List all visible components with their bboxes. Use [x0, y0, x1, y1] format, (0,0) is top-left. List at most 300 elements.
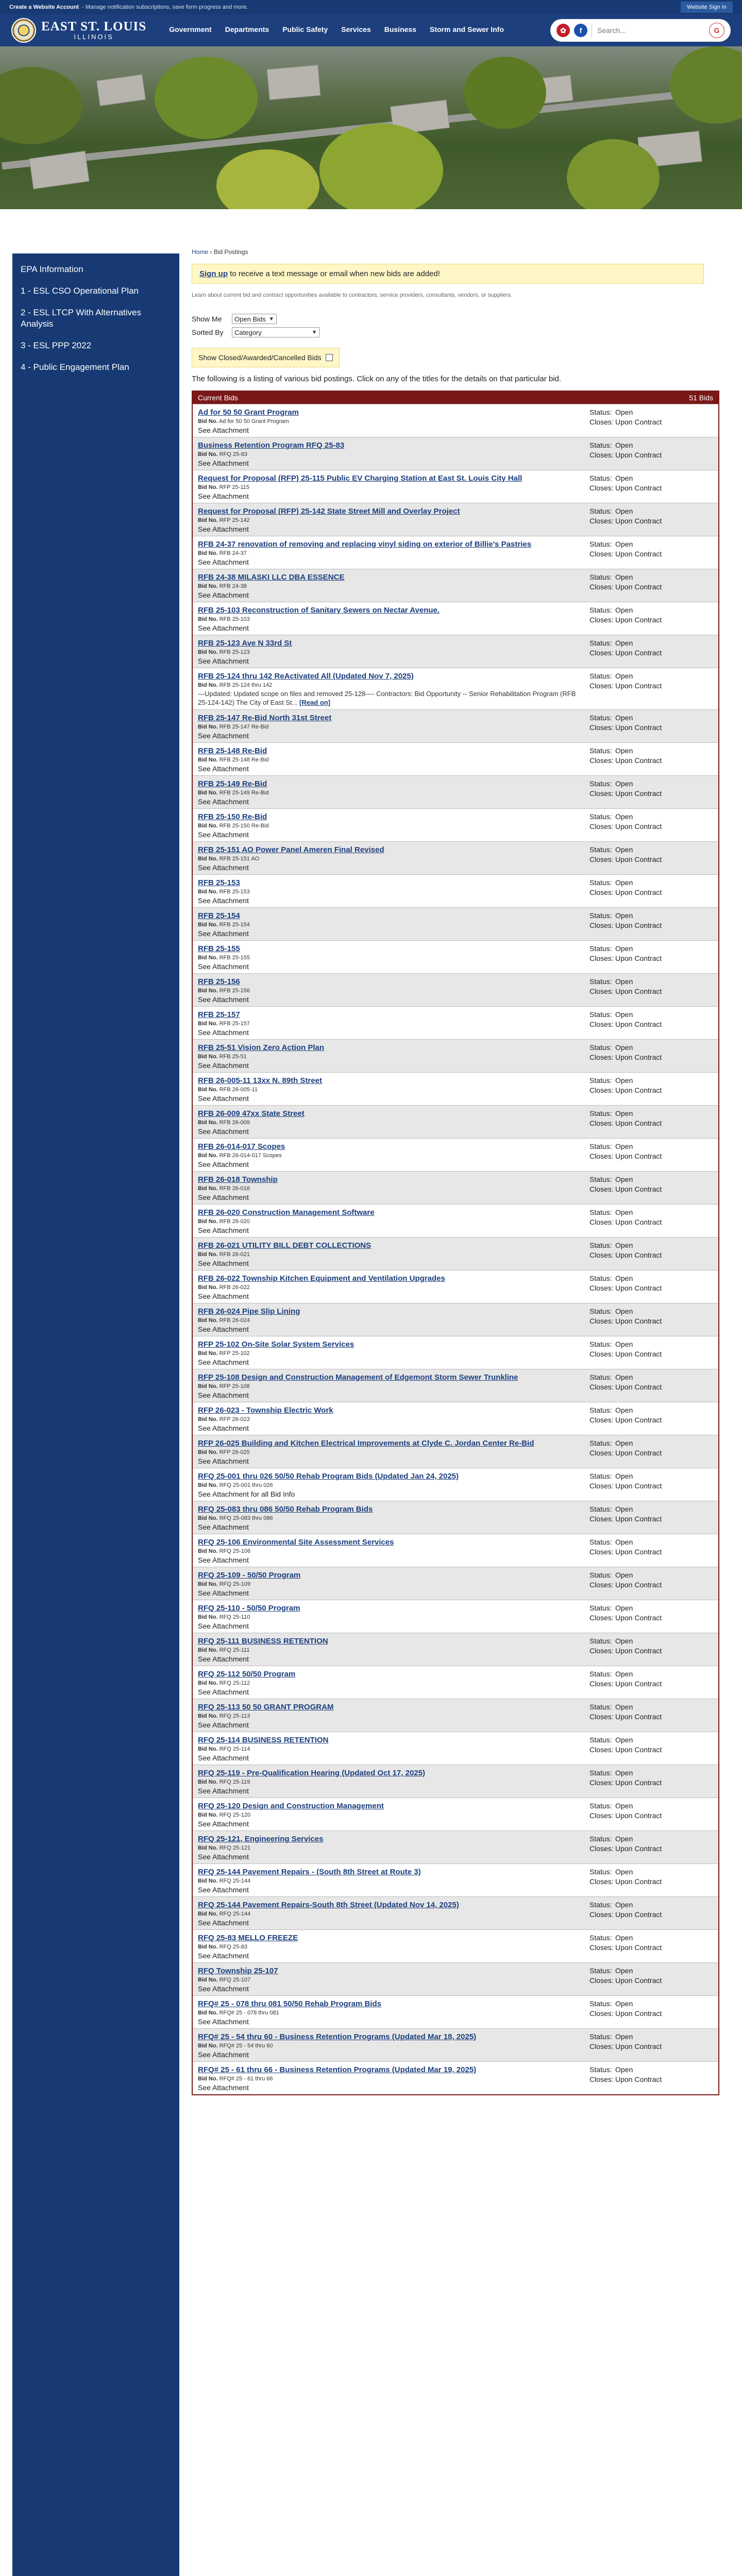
bid-title-link[interactable]: RFB 25-123 Ave N 33rd St: [198, 639, 292, 648]
bid-number: [198, 1054, 579, 1060]
bid-info: [198, 1340, 579, 1366]
bid-info: [198, 1537, 579, 1564]
nav-services[interactable]: Services: [341, 25, 371, 33]
bid-closes-line: [589, 1547, 713, 1557]
bid-info: [198, 1900, 579, 1927]
bid-number-value: RFQ 25-121: [219, 1845, 251, 1851]
bid-title-link[interactable]: RFQ# 25 - 078 thru 081 50/50 Rehab Program Bids: [198, 1999, 381, 2008]
nav-storm-sewer[interactable]: Storm and Sewer Info: [429, 25, 504, 33]
bid-info: [198, 1669, 579, 1696]
page-body: [0, 209, 742, 2576]
bid-title-link[interactable]: RFQ 25-083 thru 086 50/50 Rehab Program Bids: [198, 1505, 373, 1514]
bid-status: [589, 1076, 713, 1103]
closes-label: Closes:: [589, 418, 614, 426]
bid-number-label: Bid No.: [198, 988, 218, 994]
bid-status: [589, 977, 713, 1004]
bid-status-line: [589, 1537, 713, 1547]
closes-value: Upon Contract: [615, 1943, 662, 1952]
status-label: Status:: [589, 944, 612, 953]
bid-number-value: RFQ 25-119: [219, 1779, 250, 1785]
city-name: EAST ST. LOUIS: [41, 20, 147, 33]
bid-number-value: RFB 26-022: [219, 1284, 250, 1291]
closes-label: Closes:: [589, 1778, 614, 1787]
bid-title-link[interactable]: RFQ 25-113 50 50 GRANT PROGRAM: [198, 1703, 334, 1711]
bid-info: [198, 1735, 579, 1762]
bid-status: [589, 1471, 713, 1498]
bid-info: [198, 1043, 579, 1070]
closes-label: Closes:: [589, 1317, 614, 1325]
bid-title-link[interactable]: RFP 25-108 Design and Construction Management of Edgemont Storm Sewer Trunkline: [198, 1373, 518, 1382]
bid-title-link[interactable]: Business Retention Program RFQ 25-83: [198, 441, 345, 450]
bid-status-line: [589, 1405, 713, 1415]
closes-label: Closes:: [589, 888, 614, 896]
status-label: Status:: [589, 1967, 612, 1975]
bid-status-line: [589, 1900, 713, 1910]
sort-select[interactable]: [232, 327, 319, 337]
bid-info: [198, 1834, 579, 1861]
bid-number-label: Bid No.: [198, 922, 218, 928]
bid-attachment: See Attachment: [198, 1556, 249, 1564]
closes-value: Upon Contract: [615, 1778, 662, 1787]
bid-status: [589, 1010, 713, 1037]
bid-attachment: See Attachment: [198, 1919, 249, 1927]
bid-info: [198, 977, 579, 1004]
bid-number-value: RFQ 25-120: [219, 1812, 251, 1818]
bid-title-link[interactable]: RFP 25-102 On-Site Solar System Services: [198, 1340, 355, 1349]
bid-number: [198, 1713, 579, 1719]
bid-closes-line: [589, 1646, 713, 1656]
bid-number: [198, 922, 579, 928]
closes-label: Closes:: [589, 1119, 614, 1127]
read-on-link[interactable]: [Read on]: [299, 699, 330, 706]
bid-closes-line: [589, 1086, 713, 1095]
bid-title-link[interactable]: RFB 26-005-11 13xx N. 89th Street: [198, 1076, 322, 1085]
closes-value: Upon Contract: [615, 484, 662, 492]
bid-number-label: Bid No.: [198, 1779, 218, 1785]
bid-number-label: Bid No.: [198, 649, 218, 655]
bid-number: [198, 517, 579, 523]
bid-number: [198, 418, 579, 425]
bid-number: [198, 1383, 579, 1389]
bid-title-link[interactable]: RFQ 25-120 Design and Construction Management: [198, 1802, 384, 1810]
bid-number: [198, 1317, 579, 1324]
bid-title-link[interactable]: RFB 25-153: [198, 878, 240, 887]
show-me-label: Show Me: [192, 315, 222, 323]
show-closed-toggle[interactable]: [192, 348, 340, 367]
closes-value: Upon Contract: [615, 1877, 662, 1886]
status-value: Open: [615, 2065, 633, 2074]
closes-label: Closes:: [589, 682, 614, 690]
bid-closes-line: [589, 615, 713, 625]
bid-title-link[interactable]: RFQ 25-121, Engineering Services: [198, 1835, 324, 1843]
bid-attachment: See Attachment: [198, 1457, 249, 1465]
bid-title-link[interactable]: RFB 24-37 renovation of removing and replacing vinyl siding on exterior of Billie's Pastries: [198, 540, 532, 549]
bid-info: [198, 911, 579, 938]
bid-info: [198, 944, 579, 971]
status-value: Open: [615, 573, 633, 581]
bid-title-link[interactable]: RFQ Township 25-107: [198, 1967, 278, 1975]
bid-number: [198, 757, 579, 763]
closes-label: Closes:: [589, 1251, 614, 1259]
closes-value: Upon Contract: [615, 789, 662, 798]
bid-title-link[interactable]: RFP 26-023 - Township Electric Work: [198, 1406, 333, 1415]
bid-title-link[interactable]: RFB 25-103 Reconstruction of Sanitary Sewers on Nectar Avenue.: [198, 606, 440, 615]
closes-label: Closes:: [589, 789, 614, 798]
bid-attachment: See Attachment: [198, 558, 249, 566]
closes-label: Closes:: [589, 1416, 614, 1424]
closes-label: Closes:: [589, 1053, 614, 1061]
bid-number: [198, 1449, 579, 1455]
bid-status-line: [589, 779, 713, 789]
bid-row: [193, 470, 718, 503]
bid-number-value: RFB 25-103: [219, 616, 250, 622]
bid-status-line: [589, 746, 713, 756]
search-input[interactable]: [592, 23, 709, 38]
closes-label: Closes:: [589, 1877, 614, 1886]
sidebar-item-ppp-2022[interactable]: 3 - ESL PPP 2022: [21, 341, 92, 350]
bid-number-label: Bid No.: [198, 1977, 218, 1983]
status-label: Status:: [589, 1802, 612, 1810]
closes-value: Upon Contract: [615, 682, 662, 690]
status-label: Status:: [589, 639, 612, 647]
status-label: Status:: [589, 1241, 612, 1249]
bid-number-value: RFQ 25-113: [219, 1713, 250, 1719]
bid-status-line: [589, 845, 713, 855]
closes-value: Upon Contract: [615, 1647, 662, 1655]
bid-number-label: Bid No.: [198, 418, 218, 425]
bid-row: [193, 1666, 718, 1699]
bid-title-link[interactable]: RFB 25-151 AO Power Panel Ameren Final Revised: [198, 845, 384, 854]
closes-value: Upon Contract: [615, 1581, 662, 1589]
status-label: Status:: [589, 1274, 612, 1282]
bid-number-label: Bid No.: [198, 823, 218, 829]
closes-label: Closes:: [589, 2042, 614, 2050]
status-label: Status:: [589, 1109, 612, 1117]
status-value: Open: [615, 1967, 633, 1975]
bid-number-label: Bid No.: [198, 724, 218, 730]
closes-value: Upon Contract: [615, 1482, 662, 1490]
bid-number-label: Bid No.: [198, 682, 218, 688]
closes-label: Closes:: [589, 1020, 614, 1028]
bid-number: [198, 1120, 579, 1126]
bid-title-link[interactable]: RFB 26-021 UTILITY BILL DEBT COLLECTIONS: [198, 1241, 372, 1250]
bid-title-link[interactable]: RFQ 25-106 Environmental Site Assessment Services: [198, 1538, 394, 1547]
bid-title-link[interactable]: RFB 25-150 Re-Bid: [198, 812, 267, 821]
show-me-value: Open Bids: [234, 315, 266, 323]
bid-title-link[interactable]: RFQ 25-144 Pavement Repairs-South 8th Street (Updated Nov 14, 2025): [198, 1901, 459, 1909]
bid-closes-line: [589, 1316, 713, 1326]
bid-status: [589, 1109, 713, 1136]
bid-number-label: Bid No.: [198, 1812, 218, 1818]
bid-number: [198, 2076, 579, 2082]
status-label: Status:: [589, 1142, 612, 1150]
bid-number-label: Bid No.: [198, 1087, 218, 1093]
bid-title-link[interactable]: RFB 26-024 Pipe Slip Lining: [198, 1307, 300, 1316]
bid-number-label: Bid No.: [198, 1449, 218, 1455]
status-label: Status:: [589, 1340, 612, 1348]
bid-status: [589, 1669, 713, 1696]
status-value: Open: [615, 441, 633, 449]
bid-info: [198, 506, 579, 533]
bid-title-link[interactable]: RFQ 25-112 50/50 Program: [198, 1670, 296, 1679]
closes-label: Closes:: [589, 1844, 614, 1853]
bid-title-link[interactable]: RFQ 25-110 - 50/50 Program: [198, 1604, 300, 1613]
bid-title-link[interactable]: RFB 25-154: [198, 911, 240, 920]
bid-number: [198, 649, 579, 655]
bid-title-link[interactable]: RFB 25-157: [198, 1010, 240, 1019]
bid-row: [193, 1929, 718, 1962]
bid-number-label: Bid No.: [198, 550, 218, 556]
bid-status: [589, 2065, 713, 2092]
bid-title-link[interactable]: RFQ 25-119 - Pre-Qualification Hearing (Updated Oct 17, 2025): [198, 1769, 425, 1777]
bid-info: [198, 1109, 579, 1136]
show-me-select[interactable]: [232, 314, 277, 324]
facebook-icon[interactable]: f: [574, 24, 587, 37]
sign-up-link[interactable]: Sign up: [199, 269, 228, 278]
status-value: Open: [615, 1538, 633, 1546]
bid-closes-line: [589, 1712, 713, 1722]
bid-number-value: RFQ# 25 - 54 thru 60: [219, 2043, 273, 2049]
bid-status-line: [589, 1076, 713, 1086]
bid-attachment: See Attachment: [198, 863, 249, 872]
bid-title-link[interactable]: RFQ 25-114 BUSINESS RETENTION: [198, 1736, 329, 1744]
sidebar-item-epa-information[interactable]: EPA Information: [21, 264, 83, 274]
status-label: Status:: [589, 1670, 612, 1678]
bid-row: [193, 1995, 718, 2028]
bid-attachment: See Attachment: [198, 2050, 249, 2059]
bid-number: [198, 1746, 579, 1752]
status-value: Open: [615, 1505, 633, 1513]
hero-house: [267, 65, 321, 100]
bid-status-line: [589, 1307, 713, 1316]
status-label: Status:: [589, 1208, 612, 1216]
bid-row: [193, 668, 718, 709]
bid-status-line: [589, 1669, 713, 1679]
status-value: Open: [615, 1835, 633, 1843]
bid-title-link[interactable]: RFB 25-51 Vision Zero Action Plan: [198, 1043, 325, 1052]
bid-status: [589, 408, 713, 434]
bid-title-link[interactable]: RFQ 25-001 thru 026 50/50 Rehab Program Bids (Updated Jan 24, 2025): [198, 1472, 459, 1481]
bid-title-link[interactable]: RFB 26-022 Township Kitchen Equipment and Ventilation Upgrades: [198, 1274, 445, 1283]
bid-number: [198, 1087, 579, 1093]
closes-label: Closes:: [589, 451, 614, 459]
bid-row: [193, 1369, 718, 1402]
bid-number-label: Bid No.: [198, 1251, 218, 1258]
bid-info: [198, 1636, 579, 1663]
bid-status: [589, 440, 713, 467]
bid-number-label: Bid No.: [198, 2010, 218, 2016]
status-value: Open: [615, 878, 633, 887]
breadcrumb-home[interactable]: Home: [192, 248, 209, 256]
bid-row: [193, 1896, 718, 1929]
bid-title-link[interactable]: RFB 25-149 Re-Bid: [198, 779, 267, 788]
bid-title-link[interactable]: RFB 25-124 thru 142 ReActivated All (Updated Nov 7, 2025): [198, 672, 414, 681]
bid-title-link[interactable]: RFB 24-38 MILASKI LLC DBA ESSENCE: [198, 573, 345, 582]
site-brand[interactable]: [41, 20, 146, 41]
bid-status: [589, 1900, 713, 1927]
bid-number: [198, 1350, 579, 1357]
bid-status-line: [589, 1241, 713, 1250]
bid-closes-line: [589, 1283, 713, 1293]
bid-number-value: RFQ 25-144: [219, 1878, 251, 1884]
bid-title-link[interactable]: RFB 25-147 Re-Bid North 31st Street: [198, 714, 332, 722]
bid-closes-line: [589, 954, 713, 963]
bid-title-link[interactable]: RFQ 25-83 MELLO FREEZE: [198, 1934, 298, 1942]
bid-closes-line: [589, 1976, 713, 1986]
closes-label: Closes:: [589, 1943, 614, 1952]
bid-number-label: Bid No.: [198, 2076, 218, 2082]
status-label: Status:: [589, 1439, 612, 1447]
bid-status-line: [589, 1603, 713, 1613]
bid-title-link[interactable]: RFB 25-156: [198, 977, 240, 986]
status-value: Open: [615, 1109, 633, 1117]
bid-title-link[interactable]: RFB 26-018 Township: [198, 1175, 278, 1184]
bid-row: [193, 1633, 718, 1666]
closes-label: Closes:: [589, 1185, 614, 1193]
bid-number: [198, 451, 579, 457]
bid-number-value: RFQ 25-109: [219, 1581, 251, 1587]
closes-value: Upon Contract: [615, 1284, 662, 1292]
bid-closes-line: [589, 1053, 713, 1062]
bid-closes-line: [589, 2042, 713, 2052]
bid-attachment: See Attachment: [198, 657, 249, 665]
status-value: Open: [615, 1340, 633, 1348]
bid-number-label: Bid No.: [198, 1054, 218, 1060]
bid-row: [193, 1039, 718, 1072]
bid-status-line: [589, 2065, 713, 2075]
bid-info: [198, 1999, 579, 2026]
bid-title-link[interactable]: Request for Proposal (RFP) 25-115 Public EV Charging Station at East St. Louis City Hall: [198, 474, 522, 483]
closes-value: Upon Contract: [615, 1416, 662, 1424]
bid-title-link[interactable]: RFB 26-014-017 Scopes: [198, 1142, 285, 1151]
bid-number-value: RFB 25-123: [219, 649, 250, 655]
bid-closes-line: [589, 549, 713, 559]
bid-title-link[interactable]: RFP 26-025 Building and Kitchen Electrical Improvements at Clyde C. Jordan Center Re-Bid: [198, 1439, 534, 1448]
bid-status-line: [589, 1933, 713, 1943]
bid-attachment: See Attachment: [198, 1028, 249, 1037]
bid-closes-line: [589, 516, 713, 526]
closes-value: Upon Contract: [615, 1317, 662, 1325]
bid-status-line: [589, 1801, 713, 1811]
closes-label: Closes:: [589, 616, 614, 624]
bid-number-value: RFQ 25-144: [219, 1911, 251, 1917]
signup-notice: [192, 264, 704, 284]
bid-number-value: RFB 26-005-11: [219, 1087, 258, 1093]
bid-title-link[interactable]: Request for Proposal (RFP) 25-142 State Street Mill and Overlay Project: [198, 507, 460, 516]
sort-row: [192, 327, 719, 337]
bid-row: [193, 437, 718, 470]
bid-info: [198, 1570, 579, 1597]
bid-row: [193, 1435, 718, 1468]
closes-label: Closes:: [589, 2075, 614, 2083]
bid-row: [193, 940, 718, 973]
bid-status: [589, 1208, 713, 1234]
closes-value: Upon Contract: [615, 1680, 662, 1688]
show-closed-checkbox[interactable]: [326, 354, 333, 361]
bid-row: [193, 1138, 718, 1171]
bid-status: [589, 2032, 713, 2059]
bid-number-value: RFB 26-014-017 Scopes: [219, 1153, 282, 1159]
nav-public-safety[interactable]: Public Safety: [282, 25, 328, 33]
status-value: Open: [615, 1043, 633, 1052]
coderd-icon[interactable]: ✿: [556, 24, 570, 37]
translate-icon[interactable]: G: [709, 23, 724, 38]
bid-row: [193, 1501, 718, 1534]
account-bar-text: - Manage notification subscriptions, save form progress and more.: [82, 4, 248, 10]
bid-row: [193, 1765, 718, 1798]
bid-number: [198, 1878, 579, 1884]
bid-closes-line: [589, 1778, 713, 1788]
bid-title-link[interactable]: RFQ 25-109 - 50/50 Program: [198, 1571, 301, 1580]
bid-status: [589, 1966, 713, 1993]
closes-label: Closes:: [589, 2009, 614, 2018]
bid-status-line: [589, 1636, 713, 1646]
bid-row: [193, 536, 718, 569]
status-label: Status:: [589, 1505, 612, 1513]
bid-attachment: See Attachment: [198, 831, 249, 839]
sidebar-item-public-engagement[interactable]: 4 - Public Engagement Plan: [21, 362, 129, 372]
nav-government[interactable]: Government: [169, 25, 212, 33]
bid-number: [198, 1153, 579, 1159]
bid-number: [198, 955, 579, 961]
closes-label: Closes:: [589, 1449, 614, 1457]
bid-status-line: [589, 440, 713, 450]
bid-info: [198, 812, 579, 839]
create-account-link[interactable]: Create a Website Account: [9, 4, 79, 10]
hero-tree: [0, 67, 82, 144]
city-seal-logo[interactable]: [11, 18, 36, 43]
bid-info: [198, 1175, 579, 1201]
bid-title-link[interactable]: RFB 25-148 Re-Bid: [198, 747, 267, 755]
header-tools: [550, 19, 731, 42]
bid-title-link[interactable]: RFQ# 25 - 54 thru 60 - Business Retention Programs (Updated Mar 18, 2025): [198, 2032, 477, 2041]
bid-status-line: [589, 1834, 713, 1844]
nav-departments[interactable]: Departments: [225, 25, 269, 33]
bid-title-link[interactable]: RFB 25-155: [198, 944, 240, 953]
sidebar-item-cso-operational-plan[interactable]: 1 - ESL CSO Operational Plan: [21, 286, 139, 296]
nav-business[interactable]: Business: [384, 25, 416, 33]
bid-closes-line: [589, 756, 713, 766]
bid-title-link[interactable]: RFQ# 25 - 61 thru 66 - Business Retention Programs (Updated Mar 19, 2025): [198, 2065, 477, 2074]
bid-number-value: RFQ# 25 - 61 thru 66: [219, 2076, 273, 2082]
bid-info: [198, 1933, 579, 1960]
bid-number: [198, 1647, 579, 1653]
closes-value: Upon Contract: [615, 1910, 662, 1919]
bid-title-link[interactable]: RFQ 25-144 Pavement Repairs - (South 8th Street at Route 3): [198, 1868, 421, 1876]
bid-number-label: Bid No.: [198, 1284, 218, 1291]
bid-closes-line: [589, 1184, 713, 1194]
closes-value: Upon Contract: [615, 649, 662, 657]
status-label: Status:: [589, 1901, 612, 1909]
bid-status-line: [589, 1142, 713, 1151]
bid-title-link[interactable]: RFB 26-009 47xx State Street: [198, 1109, 305, 1118]
bid-number-value: RFQ# 25 - 078 thru 081: [219, 2010, 279, 2016]
bid-number: [198, 1581, 579, 1587]
status-value: Open: [615, 747, 633, 755]
bid-attachment: See Attachment: [198, 1787, 249, 1795]
sidebar-item-ltcp[interactable]: 2 - ESL LTCP With Alternatives Analysis: [21, 308, 141, 329]
closes-value: Upon Contract: [615, 1449, 662, 1457]
bid-number: [198, 1977, 579, 1983]
bid-title-link[interactable]: RFB 26-020 Construction Management Software: [198, 1208, 375, 1217]
bid-title-link[interactable]: RFQ 25-111 BUSINESS RETENTION: [198, 1637, 328, 1646]
bid-status-line: [589, 1966, 713, 1976]
bid-status: [589, 473, 713, 500]
bid-number: [198, 823, 579, 829]
bid-title-link[interactable]: Ad for 50 50 Grant Program: [198, 408, 299, 417]
bid-number-value: RFQ 25-083 thru 086: [219, 1515, 273, 1521]
sign-in-button[interactable]: Website Sign In: [681, 2, 733, 13]
